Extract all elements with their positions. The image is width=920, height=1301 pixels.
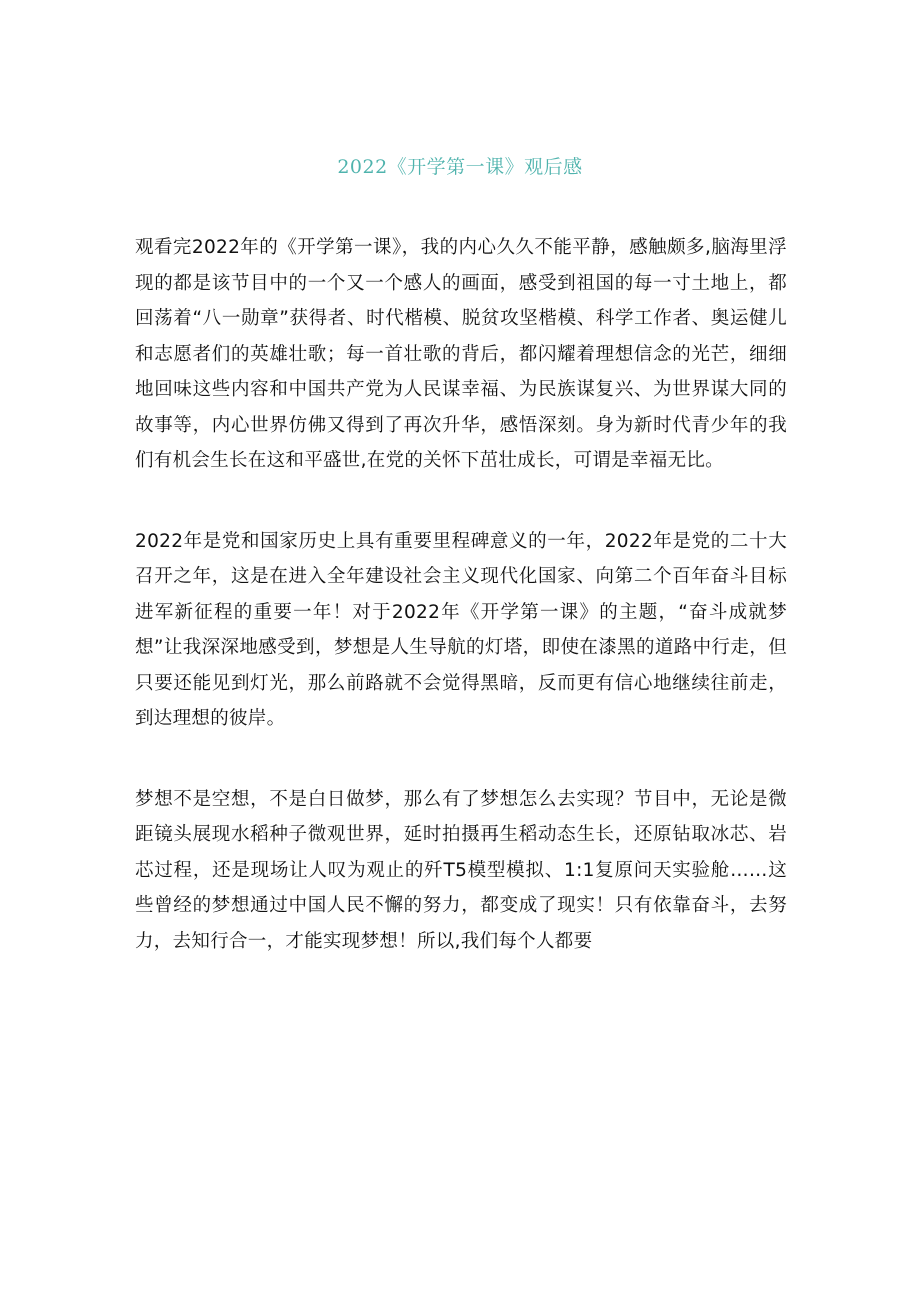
document-title: 2022《开学第一课》观后感 — [337, 156, 583, 178]
paragraph-3: 梦想不是空想，不是白日做梦，那么有了梦想怎么去实现？节目中，无论是微距镜头展现水稻种子微观世界，延时拍摄再生稻动态生长，还原钻取冰芯、岩芯过程，还是现场让人叹为观止的歼T5模型模拟、1:1复原问天实验舱……这些曾经的梦想通过中国人民不懈的努力，都变成了现实！只有依靠奋斗，去努力，去知行合一，才能实现梦想！所以,我们每个人都要 — [135, 788, 787, 952]
paragraph-2: 2022年是党和国家历史上具有重要里程碑意义的一年，2022年是党的二十大召开之年，这是在进入全年建设社会主义现代化国家、向第二个百年奋斗目标进军新征程的重要一年！对于2022年《开学第一课》的主题，“奋斗成就梦想”让我深深地感受到，梦想是人生导航的灯塔，即使在漆黑的道路中行走，但只要还能见到灯光，那么前路就不会觉得黑暗，反而更有信心地继续往前走，到达理想的彼岸。 — [135, 530, 787, 729]
document-body — [135, 230, 787, 1004]
paragraph-1: 观看完2022年的《开学第一课》，我的内心久久不能平静，感触颇多,脑海里浮现的都是该节目中的一个又一个感人的画面，感受到祖国的每一寸土地上，都回荡着“八一勋章”获得者、时代楷模、脱贫攻坚楷模、科学工作者、奥运健儿和志愿者们的英雄壮歌；每一首壮歌的背后，都闪耀着理想信念的光芒，细细地回味这些内容和中国共产党为人民谋幸福、为民族谋复兴、为世界谋大同的故事等，内心世界仿佛又得到了再次升华，感悟深刻。身为新时代青少年的我们有机会生长在这和平盛世,在党的关怀下茁壮成长，可谓是幸福无比。 — [135, 237, 787, 471]
